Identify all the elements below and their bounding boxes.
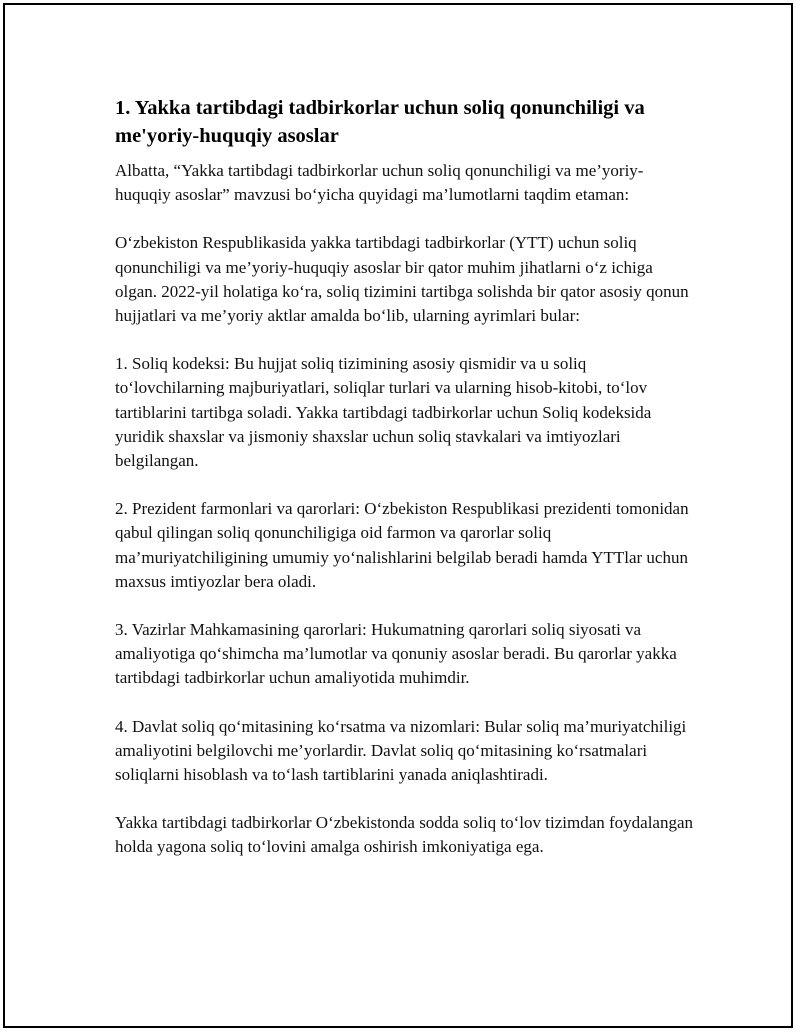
tax-code-paragraph: 1. Soliq kodeksi: Bu hujjat soliq tizimining asosiy qismidir va u soliq to‘lovchilarning majburiyatlari, soliqlar turlari va ularning hisob-kitobi, to‘lov tartiblarini tartibga soladi. Yakka tartibdagi tadbirkorlar uchun Soliq kodeksida yuridik shaxslar va jismoniy shaxslar uchun soliq stavkalari va imtiyozlari belgilangan. bbox=[115, 354, 652, 471]
document-body bbox=[115, 94, 695, 884]
intro-paragraph: Albatta, “Yakka tartibdagi tadbirkorlar uchun soliq qonunchiligi va me’yoriy-huquqiy asoslar” mavzusi bo‘yicha quyidagi ma’lumotlarni taqdim etaman: bbox=[115, 161, 644, 205]
tax-committee-paragraph: 4. Davlat soliq qo‘mitasining ko‘rsatma va nizomlari: Bular soliq ma’muriyatchiligi amaliyotini belgilovchi me’yorlardir. Davlat soliq qo‘mitasining ko‘rsatmalari soliqlarni hisoblash va to‘lash tartiblarini yanada aniqlashtiradi. bbox=[115, 716, 687, 785]
document-title: 1. Yakka tartibdagi tadbirkorlar uchun soliq qonunchiligi va me'yoriy-huquqiy asoslar bbox=[115, 97, 645, 147]
cabinet-resolutions-paragraph: 3. Vazirlar Mahkamasining qarorlari: Hukumatning qarorlari soliq siyosati va amaliyotiga qo‘shimcha ma’lumotlar va qonuniy asoslar beradi. Bu qarorlar yakka tartibdagi tadbirkorlar uchun amaliyotida muhimdir. bbox=[115, 620, 677, 688]
presidential-decrees-paragraph: 2. Prezident farmonlari va qarorlari: O‘zbekiston Respublikasi prezidenti tomonidan qabul qilingan soliq qonunchiligiga oid farmon va qarorlar soliq ma’muriyatchiligining umumiy yo‘nalishlarini belgilab beradi hamda YTTlar uchun maxsus imtiyozlar bera oladi. bbox=[115, 499, 689, 591]
conclusion-paragraph: Yakka tartibdagi tadbirkorlar O‘zbekistonda sodda soliq to‘lov tizimdan foydalangan holda yagona soliq to‘lovini amalga oshirish imkoniyatiga ega. bbox=[115, 813, 694, 857]
overview-paragraph: O‘zbekiston Respublikasida yakka tartibdagi tadbirkorlar (YTT) uchun soliq qonunchiligi va me’yoriy-huquqiy asoslar bir qator muhim jihatlarni o‘z ichiga olgan. 2022-yil holatiga ko‘ra, soliq tizimini tartibga solishda bir qator asosiy qonun hujjatlari va me’yoriy aktlar amalda bo‘lib, ularning ayrimlari bular: bbox=[115, 233, 689, 326]
